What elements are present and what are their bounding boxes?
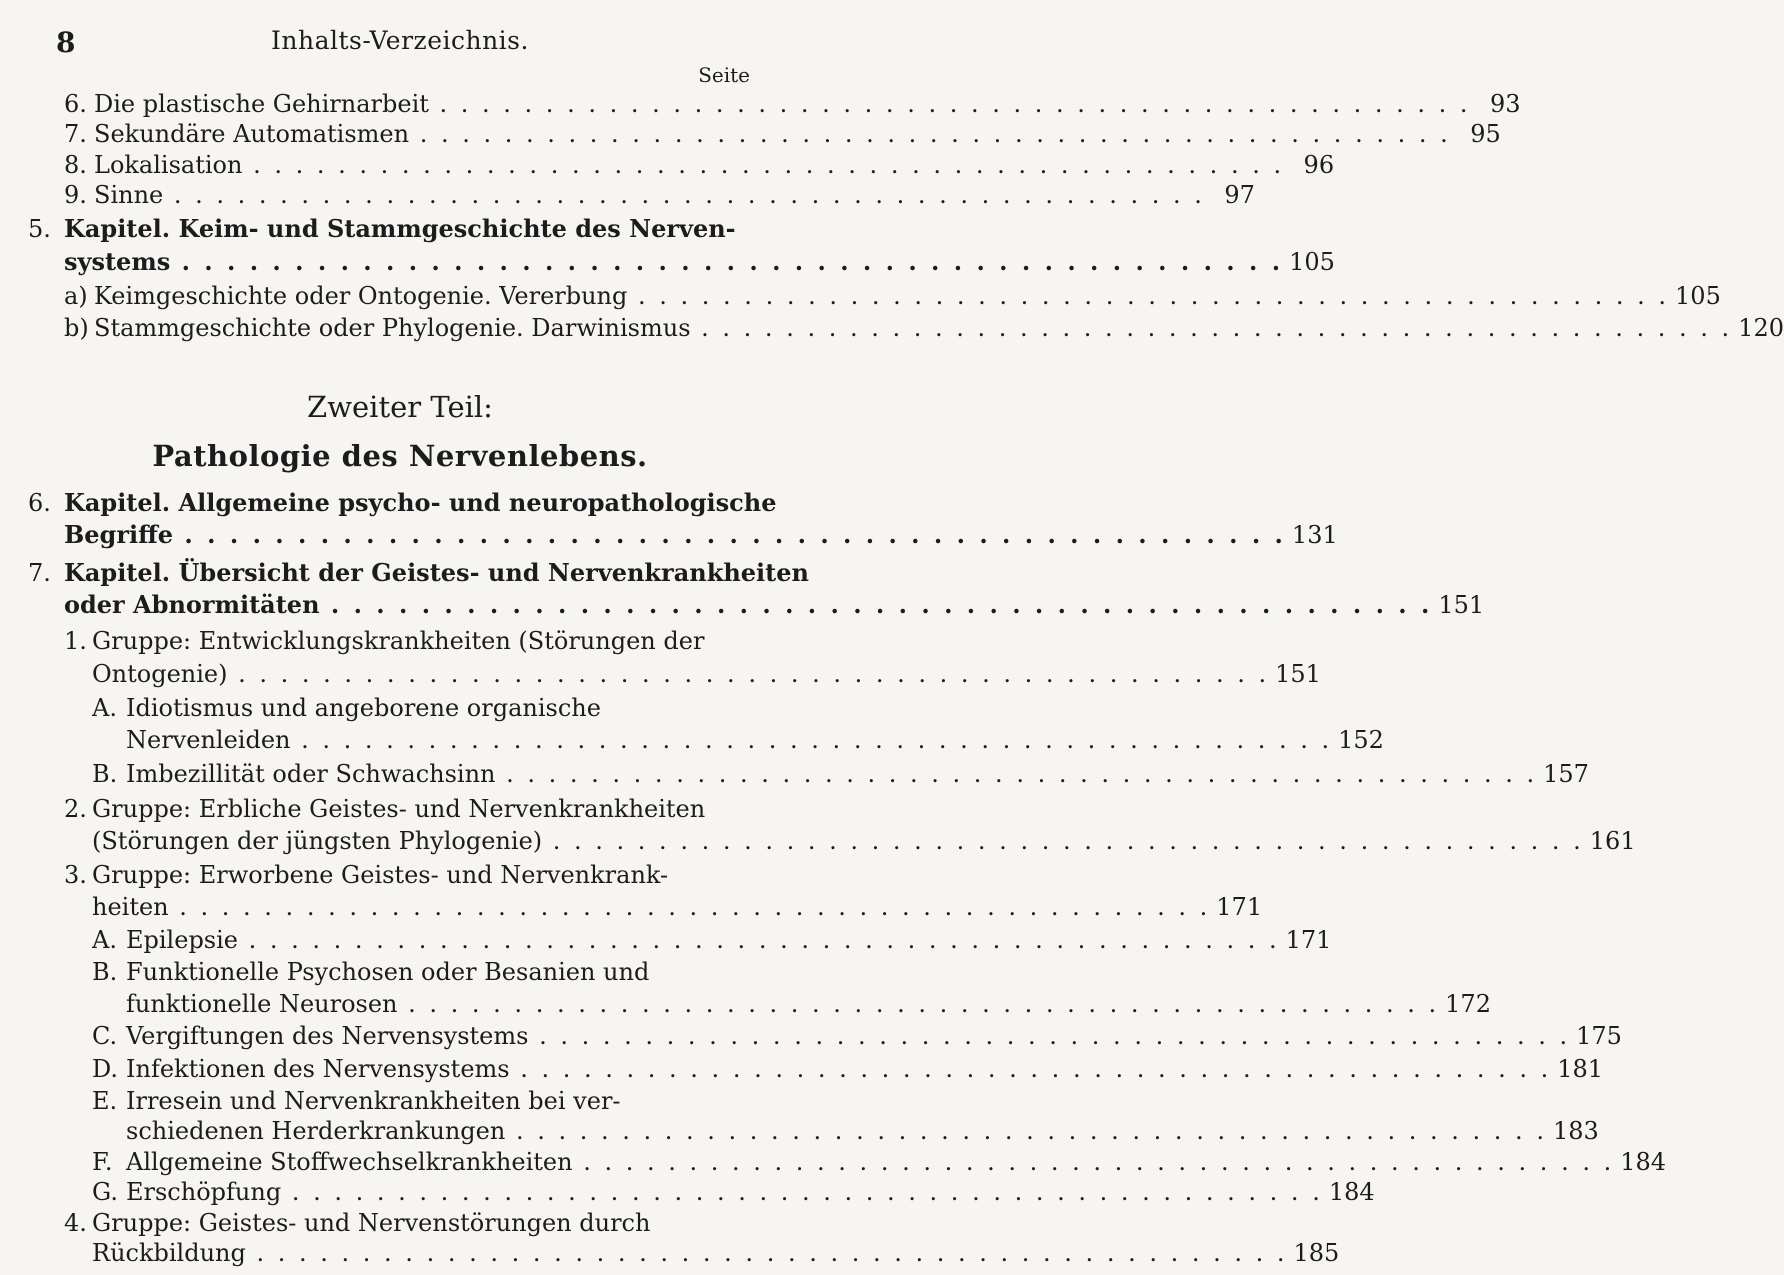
chapter-title-line2: systems . . .	[64, 244, 1283, 280]
entry-page: 183	[1552, 1117, 1599, 1146]
subgroup-heading	[92, 954, 750, 990]
entry-page: 97	[1224, 181, 1255, 210]
group-3-heading	[64, 857, 750, 893]
group-number: 1.	[64, 627, 87, 656]
toc-entry	[64, 517, 1338, 553]
part-subtitle: Pathologie des Nervenlebens.	[152, 439, 648, 474]
toc-entry	[92, 889, 1263, 925]
chapter-title-line2: Begriffe . . .	[64, 517, 1286, 553]
entry-page: 105	[1289, 247, 1335, 276]
group-number: 4.	[64, 1208, 87, 1237]
entry-page: 151	[1438, 591, 1485, 620]
toc-entry	[64, 278, 1721, 314]
toc-entry	[92, 756, 1589, 792]
entry-number: 9.	[64, 181, 87, 210]
entry-number: 8.	[64, 150, 87, 179]
subgroup-letter: F.	[92, 1147, 113, 1176]
subgroup-letter: D.	[92, 1054, 119, 1083]
entry-page: 185	[1293, 1239, 1340, 1267]
running-head: Inhalts-Verzeichnis.	[271, 26, 529, 55]
entry-page: 172	[1445, 990, 1491, 1019]
group-number: 3.	[64, 861, 87, 890]
chapter-title-line1: Kapitel. Allgemeine psycho- und neuropathologische	[64, 487, 777, 517]
entry-title: Infektionen des Nervensystems . . .	[126, 1051, 1551, 1087]
chapter-number: 5.	[28, 215, 51, 244]
chapter-title-line2: oder Abnormitäten . . .	[64, 587, 1432, 623]
subgroup-letter: G.	[92, 1178, 118, 1207]
entry-number: b)	[64, 314, 89, 343]
entry-page: 93	[1489, 90, 1521, 118]
entry-page: 175	[1576, 1022, 1622, 1051]
chapter-title-line1: Kapitel. Übersicht der Geistes- und Nervenkrankheiten	[64, 558, 809, 588]
chapter-number: 6.	[28, 488, 51, 517]
entry-title: Allgemeine Stoffwechselkrankheiten . . .	[126, 1144, 1614, 1180]
subgroup-title-line2: schiedenen Herderkrankungen . . .	[126, 1113, 1547, 1149]
toc-entry	[64, 587, 1485, 623]
subgroup-letter: C.	[92, 1022, 118, 1051]
entry-title: Vergiftungen des Nervensystems . . .	[126, 1018, 1570, 1054]
group-2-heading	[64, 791, 750, 827]
toc-entry	[92, 823, 1636, 859]
entry-page: 171	[1285, 925, 1332, 954]
entry-title: Stammgeschichte oder Phylogenie. Darwinismus . . .	[94, 310, 1732, 346]
chapter-number: 7.	[28, 559, 51, 588]
entry-title: Lokalisation . . .	[94, 147, 1284, 183]
entry-number: 7.	[64, 120, 87, 149]
entry-page: 120	[1738, 314, 1784, 343]
group-1-heading	[64, 623, 750, 659]
toc-entry	[126, 986, 1491, 1022]
toc-entry	[64, 310, 1784, 346]
toc-entry	[64, 177, 1255, 213]
entry-title: Imbezillität oder Schwachsinn . . .	[126, 756, 1537, 792]
subgroup-letter: A.	[92, 925, 117, 954]
subgroup-title-line1: Funktionelle Psychosen oder Besanien und	[126, 957, 650, 986]
entry-page: 184	[1620, 1147, 1667, 1176]
group-title-line2: Ontogenie) . . .	[92, 656, 1269, 692]
toc-entry	[92, 1018, 1622, 1054]
entry-number: 6.	[64, 90, 87, 118]
group-title-line2: (Störungen der jüngsten Phylogenie) . . .	[92, 823, 1584, 859]
subgroup-title-line2: Nervenleiden . . .	[126, 722, 1332, 758]
entry-page: 161	[1589, 826, 1636, 855]
subgroup-title-line1: Idiotismus und angeborene organische	[126, 693, 601, 722]
chapter-title-line1: Kapitel. Keim- und Stammgeschichte des Nerven-	[64, 214, 736, 244]
group-number: 2.	[64, 794, 87, 823]
column-label-seite: Seite	[698, 63, 750, 87]
group-title-line1: Gruppe: Entwicklungskrankheiten (Störungen der	[92, 627, 705, 656]
entry-page: 181	[1557, 1054, 1604, 1083]
subgroup-letter: B.	[92, 957, 118, 986]
entry-title: Die plastische Gehirnarbeit . . .	[94, 86, 1471, 122]
subgroup-heading	[92, 690, 750, 726]
entry-title: Erschöpfung . . .	[126, 1174, 1323, 1210]
chapter-5-heading	[28, 211, 750, 247]
entry-page: 95	[1470, 120, 1501, 149]
toc-entry	[92, 1051, 1604, 1087]
entry-page: 105	[1675, 281, 1721, 310]
group-title-line1: Gruppe: Erbliche Geistes- und Nervenkrankheiten	[92, 794, 706, 823]
entry-page: 152	[1338, 726, 1384, 755]
group-title-line1: Gruppe: Erworbene Geistes- und Nervenkrank-	[92, 861, 669, 890]
toc-entry	[92, 656, 1321, 692]
entry-title: Keimgeschichte oder Ontogenie. Vererbung . . .	[94, 278, 1669, 314]
entry-page: 151	[1275, 659, 1321, 688]
subgroup-letter: A.	[92, 693, 117, 722]
page-number: 8	[56, 26, 76, 59]
subgroup-letter: B.	[92, 760, 118, 789]
subgroup-title-line1: Irresein und Nervenkrankheiten bei ver-	[126, 1087, 621, 1116]
entry-page: 157	[1543, 760, 1589, 789]
entry-title: Sinne . . .	[94, 177, 1205, 213]
group-title-line2: Rückbildung . . .	[92, 1235, 1288, 1271]
toc-entry	[64, 244, 1335, 280]
entry-page: 131	[1291, 521, 1338, 550]
group-title-line1: Gruppe: Geistes- und Nervenstörungen durch	[92, 1208, 651, 1237]
chapter-7-heading	[28, 555, 809, 591]
subgroup-title-line2: funktionelle Neurosen . . .	[126, 986, 1439, 1022]
subgroup-letter: E.	[92, 1087, 118, 1116]
entry-number: a)	[64, 281, 88, 310]
entry-page: 184	[1328, 1178, 1375, 1207]
entry-page: 171	[1216, 893, 1263, 922]
group-title-line2: heiten . . .	[92, 889, 1210, 925]
entry-title: Epilepsie . . .	[126, 922, 1280, 958]
chapter-6-heading	[28, 485, 777, 521]
toc-entry	[92, 922, 1332, 958]
part-title: Zweiter Teil:	[307, 389, 493, 424]
entry-title: Sekundäre Automatismen . . .	[94, 116, 1451, 152]
entry-page: 96	[1303, 150, 1335, 179]
toc-entry	[126, 722, 1384, 758]
toc-entry	[92, 1235, 1340, 1271]
